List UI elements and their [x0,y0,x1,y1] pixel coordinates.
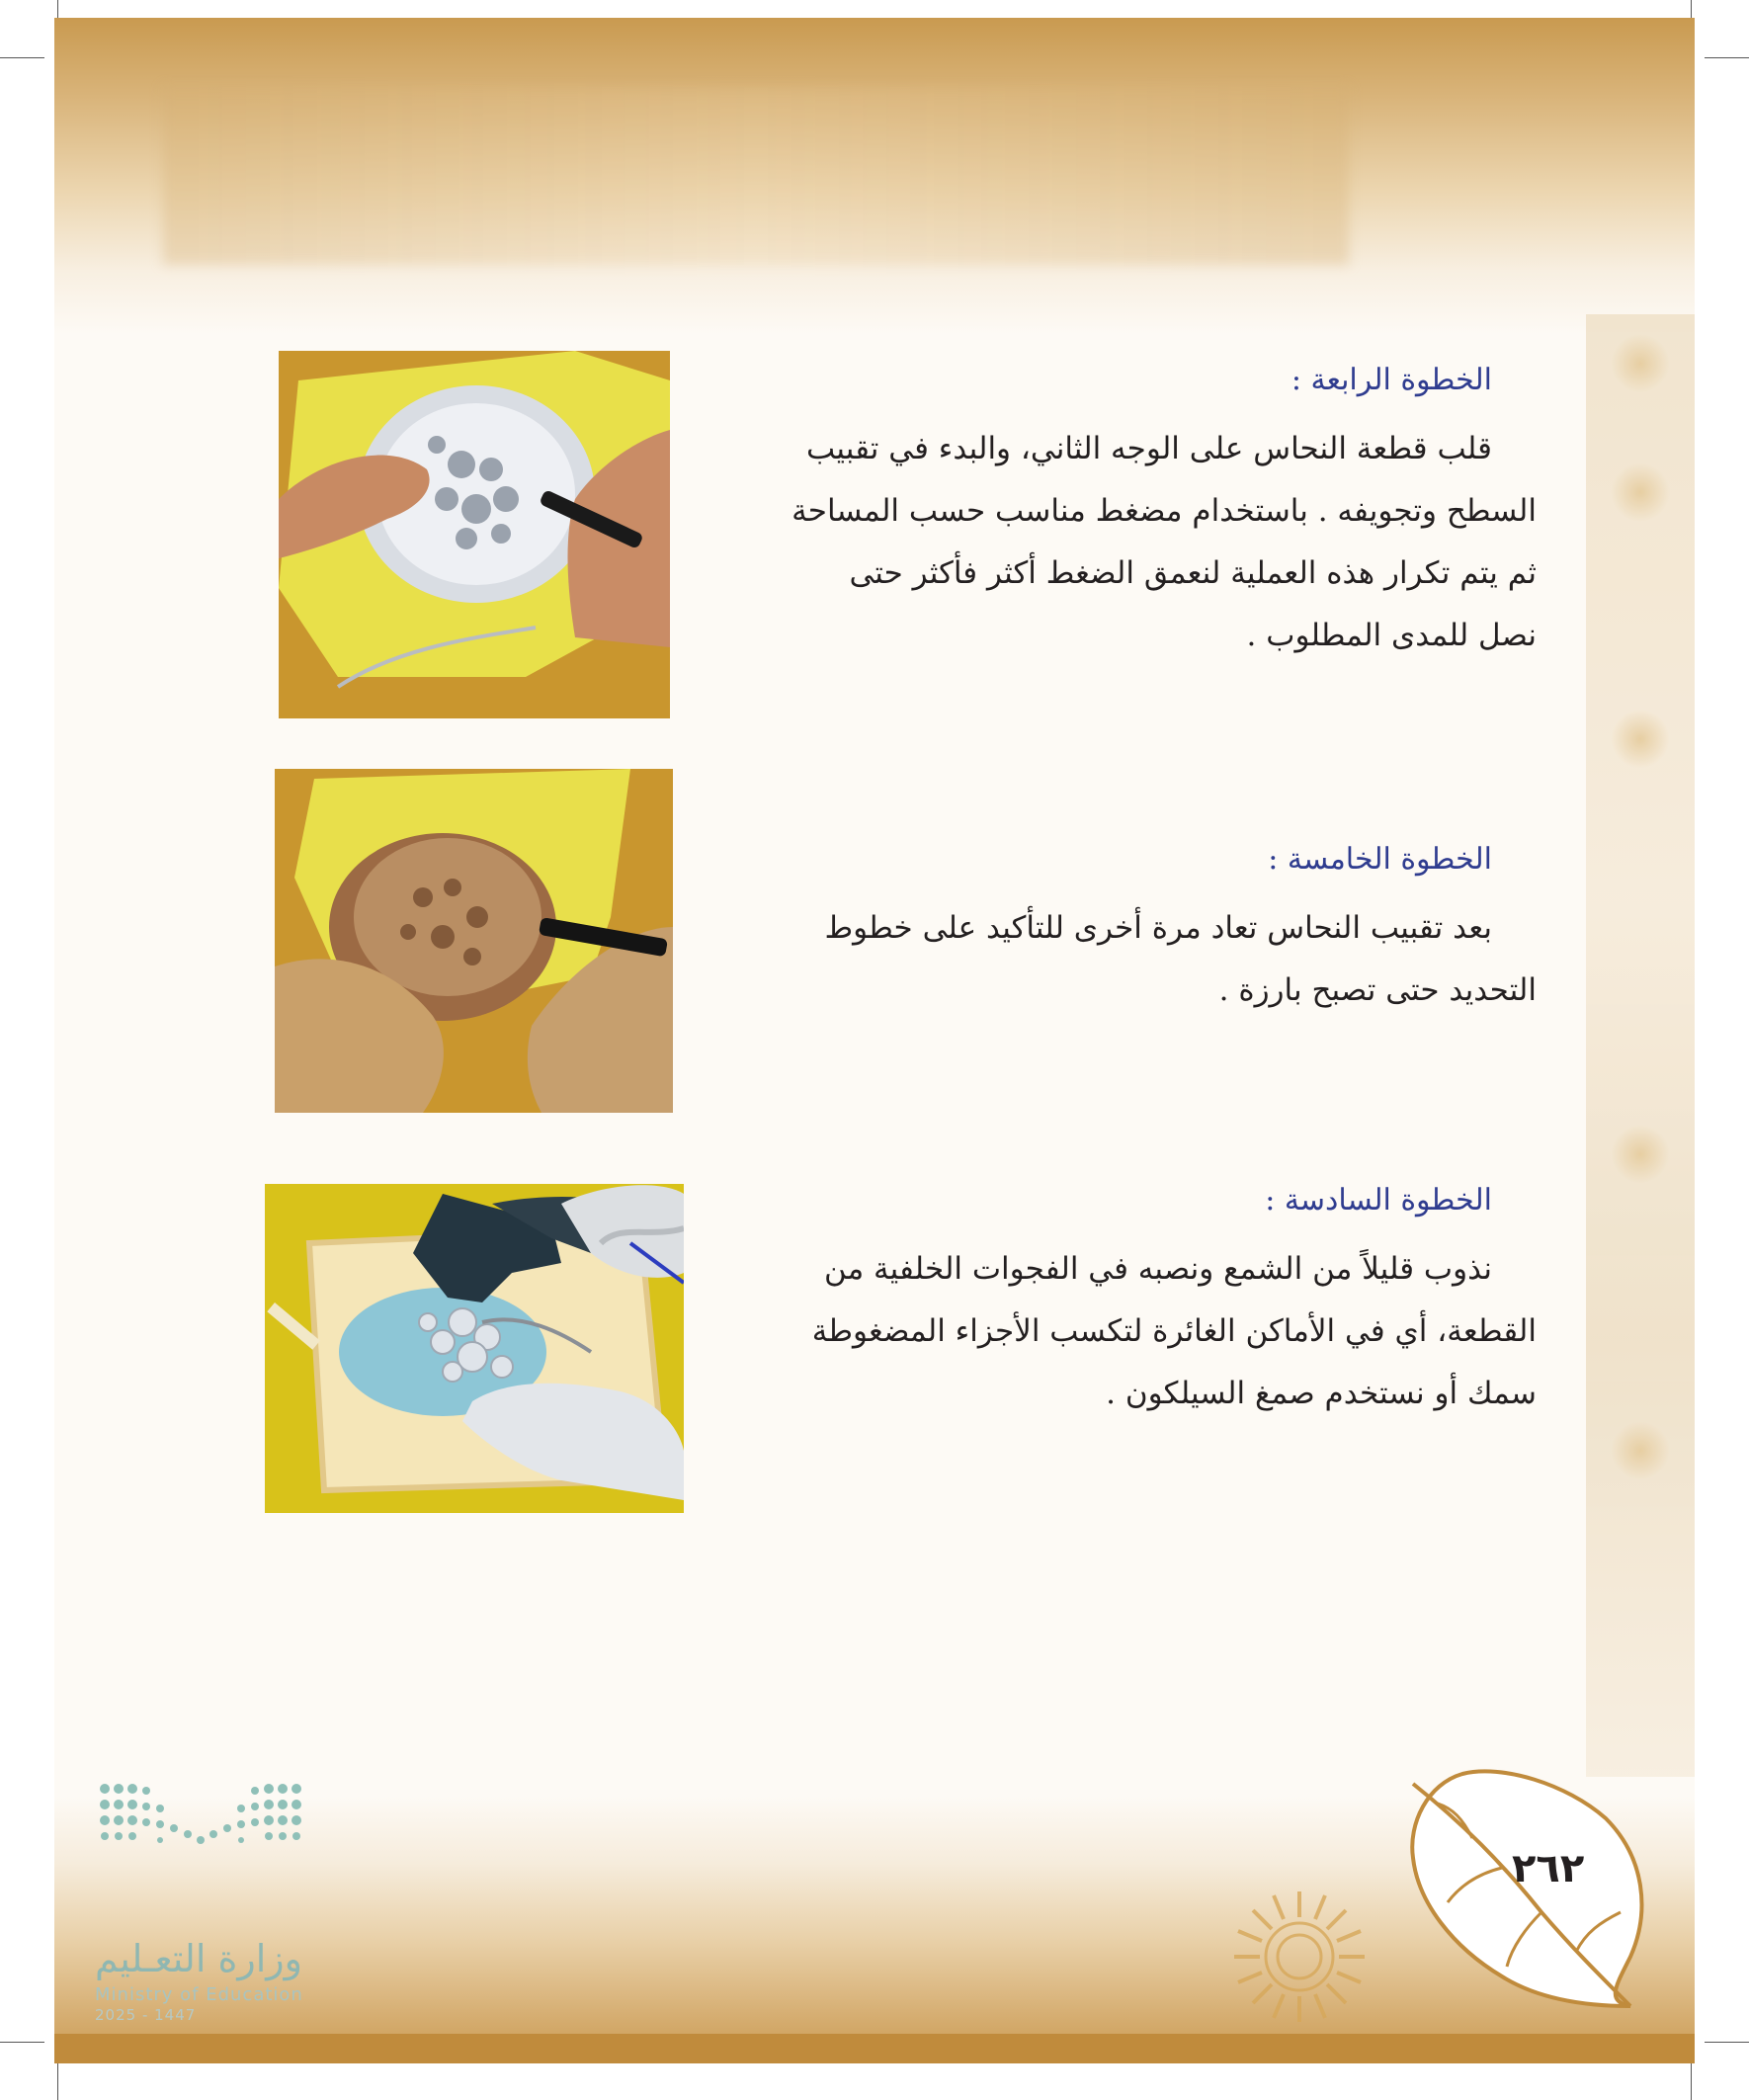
bottom-border-strip [54,2034,1695,2063]
text-line: القطعة، أي في الأماكن الغائرة لتكسب الأجزاء المضغوطة [811,1313,1537,1349]
step-paragraph [781,897,1537,1022]
text-line: ثم يتم تكرار هذه العملية لنعمق الضغط أكثر فأكثر حتى [849,555,1537,591]
embossing-photo-illustration [279,351,670,718]
ministry-name-arabic: وزارة التعـليم [95,1937,303,1980]
step-title: الخطوة الرابعة : [1291,363,1492,397]
step-paragraph [781,1238,1537,1425]
text-line: نصل للمدى المطلوب . [1246,618,1537,653]
glue-gun-photo-illustration [265,1184,684,1513]
step-title: الخطوة السادسة : [1265,1183,1492,1218]
step-title: الخطوة الخامسة : [1268,842,1492,877]
step-paragraph [781,418,1537,667]
photo-step-five [275,769,673,1113]
text-line: نذوب قليلاً من الشمع ونصبه في الفجوات الخلفية من [823,1251,1492,1287]
text-line: بعد تقبيب النحاس تعاد مرة أخرى للتأكيد على خطوط [824,910,1492,946]
page-number: ٢٦٢ [1512,1846,1585,1891]
text-line: سمك أو نستخدم صمغ السيلكون . [1106,1376,1537,1411]
text-line: التحديد حتى تصبح بارزة . [1218,972,1537,1008]
right-decorative-strip [1586,314,1695,1777]
sun-ornament-icon [1230,1888,1369,2026]
text-line: قلب قطعة النحاس على الوجه الثاني، والبدء في تقبيب [805,431,1492,466]
ministry-name-english: Ministry of Education [95,1984,303,2005]
outlining-photo-illustration [275,769,673,1113]
ministry-year: 2025 - 1447 [95,2006,197,2024]
top-band-texture [163,87,1349,265]
crop-mark [0,2042,44,2043]
step-six [781,1181,1537,1425]
photo-step-four [279,351,670,718]
ministry-logo-dots-icon [95,1779,306,1897]
text-line: السطح وتجويفه . باستخدام مضغط مناسب حسب المساحة [791,493,1537,529]
crop-mark [1705,2042,1749,2043]
photo-step-six [265,1184,684,1513]
crop-mark [0,57,44,58]
crop-mark [1705,57,1749,58]
step-five [781,840,1537,1022]
step-four [781,361,1537,667]
